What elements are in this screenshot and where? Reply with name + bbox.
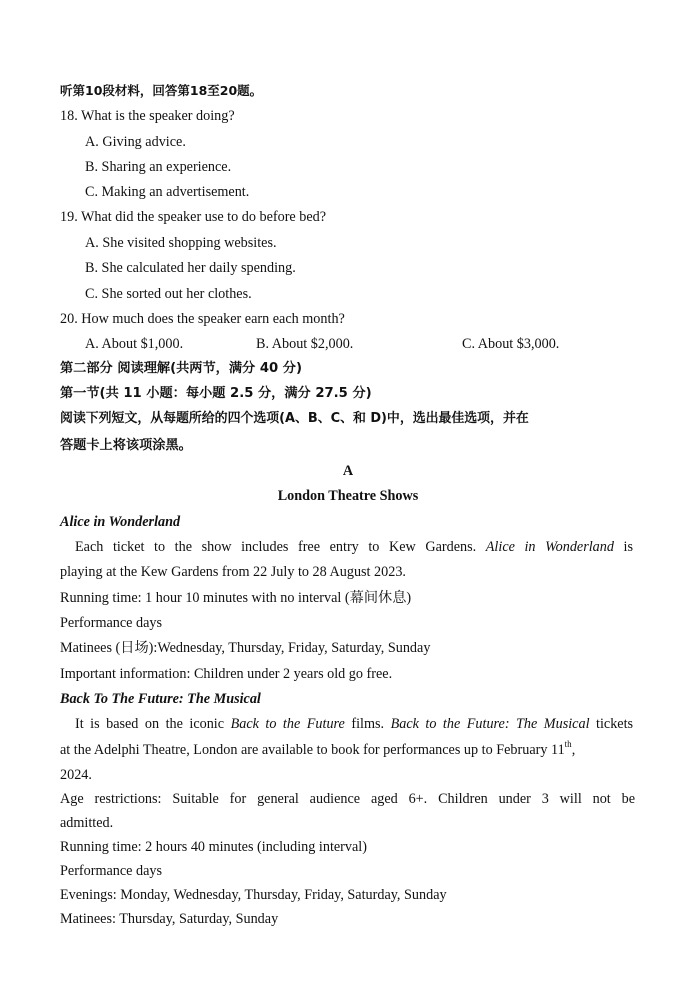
show-2-date-suffix: th <box>564 739 572 750</box>
question-20-option-a: A. About $1,000. <box>85 336 184 352</box>
show-2-paragraph-venue: at the Adelphi Theatre, London are available to book for performances up to February 11 <box>60 742 565 758</box>
show-2-paragraph-e: tickets <box>596 716 633 732</box>
show-2-matinees: Matinees: Thursday, Saturday, Sunday <box>60 911 279 927</box>
passage-letter: A <box>342 463 354 479</box>
question-19-stem: 19. What did the speaker use to do before bed? <box>60 209 327 225</box>
question-18-option-a: A. Giving advice. <box>85 134 186 150</box>
show-2-paragraph-comma: , <box>571 742 576 758</box>
show-1-paragraph-line-2: playing at the Kew Gardens from 22 July to 28 August 2023. <box>60 564 406 580</box>
part-two-title: 第二部分 阅读理解(共两节，满分 40 分) <box>60 361 302 376</box>
show-1-title: Alice in Wonderland <box>60 514 181 530</box>
show-2-paragraph-film-title: Back to the Future <box>230 716 345 732</box>
show-2-paragraph-musical-title: Back to the Future: The Musical <box>390 716 590 732</box>
show-2-performance-days: Performance days <box>60 863 163 879</box>
show-2-paragraph-c: films. <box>351 716 385 732</box>
show-2-paragraph-line-2 <box>60 741 635 759</box>
show-2-evenings: Evenings: Monday, Wednesday, Thursday, Friday, Saturday, Sunday <box>60 887 447 903</box>
question-18-option-b: B. Sharing an experience. <box>85 159 232 175</box>
show-1-running-time: Running time: 1 hour 10 minutes with no interval (幕间休息) <box>60 590 412 606</box>
reading-directions-line-1: 阅读下列短文，从每题所给的四个选项(A、B、C、和 D)中，选出最佳选项，并在 <box>60 411 529 426</box>
reading-directions-line-2: 答题卡上将该项涂黑。 <box>60 438 192 453</box>
show-1-paragraph-end: is <box>623 539 633 555</box>
show-2-running-time: Running time: 2 hours 40 minutes (including interval) <box>60 839 367 855</box>
show-2-age-restrictions-line-2: admitted. <box>60 815 114 831</box>
show-2-title: Back To The Future: The Musical <box>60 691 261 707</box>
show-1-matinees: Matinees (日场):Wednesday, Thursday, Friday, Saturday, Sunday <box>60 640 431 656</box>
question-19-option-b: B. She calculated her daily spending. <box>85 260 296 276</box>
show-2-age-restrictions-line-1: Age restrictions: Suitable for general audience aged 6+. Children under 3 will not be <box>60 791 635 807</box>
question-20-option-b: B. About $2,000. <box>256 336 354 352</box>
listening-instruction: 听第10段材料，回答第18至20题。 <box>60 83 263 98</box>
show-1-paragraph-text: Each ticket to the show includes free entry to Kew Gardens. <box>75 539 477 555</box>
show-2-paragraph-a: It is based on the iconic <box>75 716 225 732</box>
question-18-stem: 18. What is the speaker doing? <box>60 108 235 124</box>
question-20-stem: 20. How much does the speaker earn each month? <box>60 311 345 327</box>
question-18-option-c: C. Making an advertisement. <box>85 184 250 200</box>
question-19-option-c: C. She sorted out her clothes. <box>85 286 252 302</box>
show-1-paragraph-line-1 <box>60 538 633 556</box>
question-20-option-c: C. About $3,000. <box>462 336 560 352</box>
show-1-paragraph-italic: Alice in Wonderland <box>485 539 614 555</box>
show-1-performance-days: Performance days <box>60 615 163 631</box>
passage-title: London Theatre Shows <box>277 488 419 504</box>
show-2-paragraph-line-1 <box>60 715 633 733</box>
section-one-title: 第一节(共 11 小题：每小题 2.5 分，满分 27.5 分) <box>60 386 372 401</box>
question-19-option-a: A. She visited shopping websites. <box>85 235 277 251</box>
show-2-paragraph-line-3: 2024. <box>60 767 92 783</box>
show-1-important-info: Important information: Children under 2 years old go free. <box>60 666 393 682</box>
